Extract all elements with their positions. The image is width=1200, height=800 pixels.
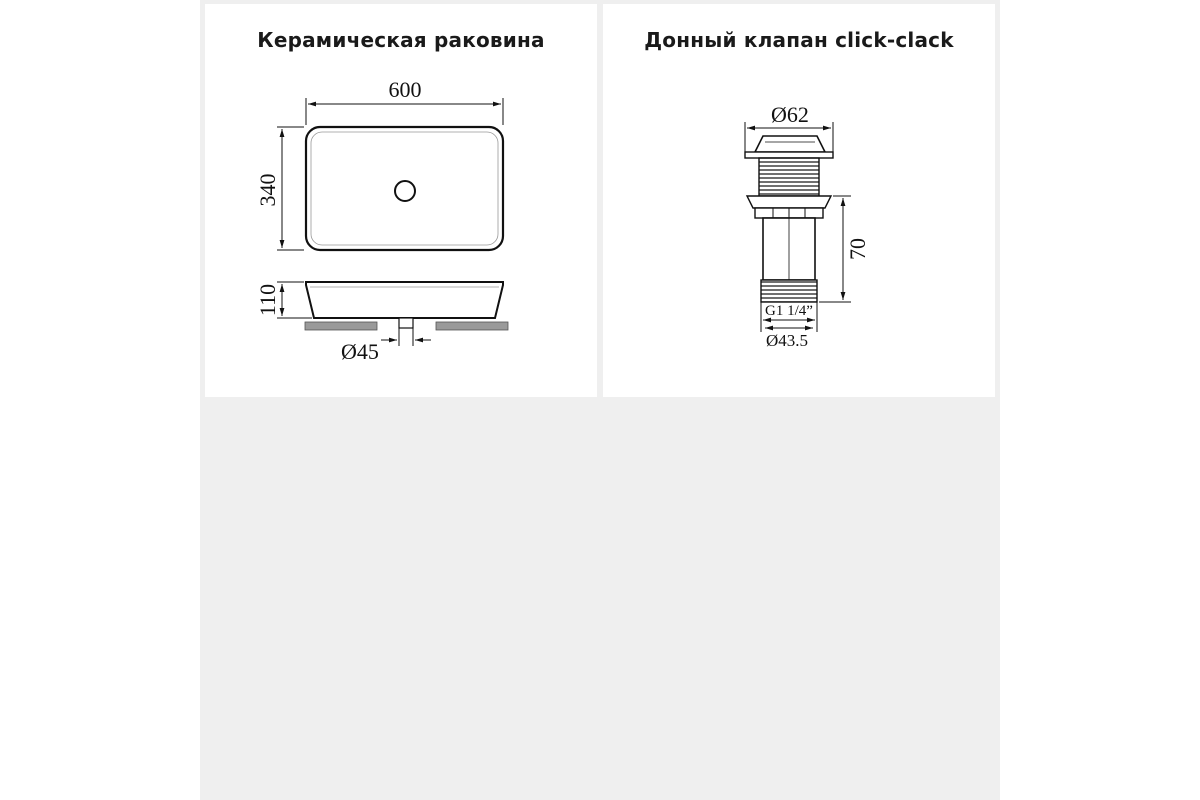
countertop-left [305,322,377,330]
body-diameter-dimension [765,328,813,350]
thread-label: G1 1/4” [765,303,813,319]
drain-drawing [603,4,995,397]
drain-diameter-label: Ø45 [341,339,379,364]
drain-height-dimension [819,196,870,302]
sink-top-view [306,127,503,250]
drain-diameter-dimension [341,328,431,364]
cap-diameter-label: Ø62 [771,102,809,127]
drain-title: Донный клапан click-clack [644,28,954,52]
sink-title: Керамическая раковина [257,28,545,52]
sink-panel [205,4,597,397]
width-label: 600 [388,77,422,102]
sink-side-view [305,282,508,330]
width-dimension [306,77,503,125]
height-dimension [255,282,312,318]
drain-body [745,136,833,302]
sink-drawing [205,4,597,397]
height-label: 110 [255,283,280,317]
depth-dimension [255,127,304,250]
countertop-right [436,322,508,330]
drain-panel [603,4,995,397]
drain-hole-icon [395,181,415,201]
body-diameter-label: Ø43.5 [765,331,809,350]
drain-height-label: 70 [845,238,870,260]
depth-label: 340 [255,173,280,207]
